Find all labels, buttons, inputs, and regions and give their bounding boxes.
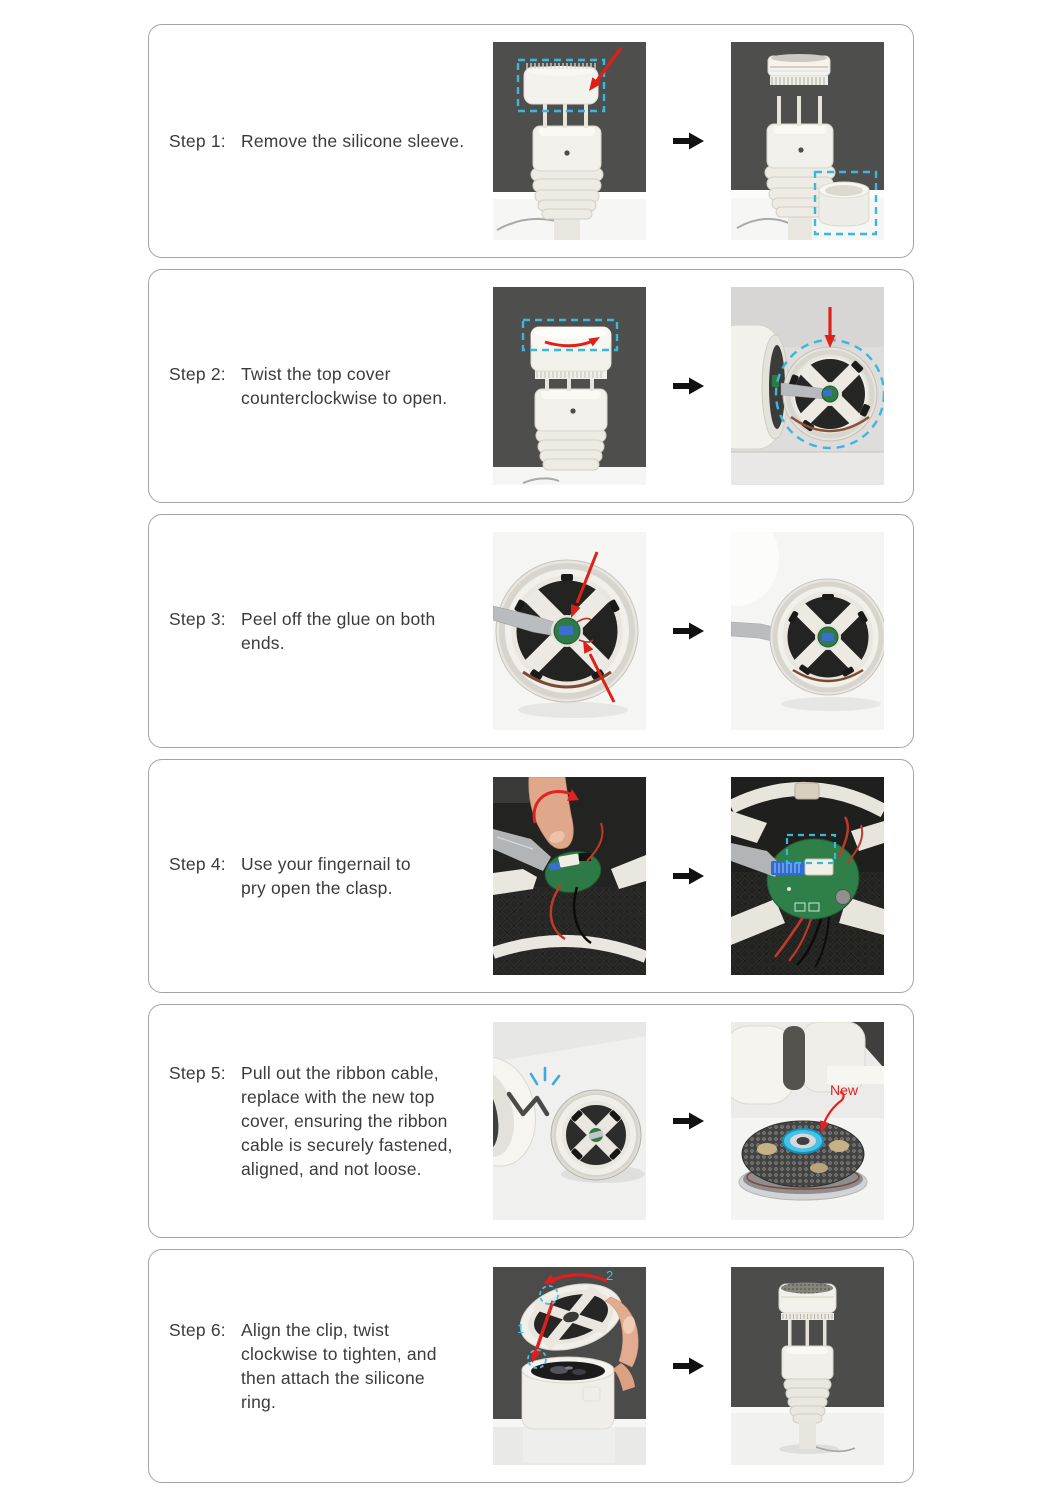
step-3-card xyxy=(148,514,914,748)
step-6-card xyxy=(148,1249,914,1483)
step-5-label: Step 5: xyxy=(169,1063,226,1083)
step-6-label: Step 6: xyxy=(169,1320,226,1340)
step-3-instruction: Peel off the glue on both ends. xyxy=(241,609,436,653)
new-label: New xyxy=(830,1082,859,1098)
arrow-right-icon xyxy=(673,378,704,395)
step-4-card xyxy=(148,759,914,993)
step-3-text xyxy=(169,607,435,655)
step-3-after-photo xyxy=(731,532,884,730)
marker-2: 2 xyxy=(606,1268,614,1283)
step-2-before-photo xyxy=(493,287,646,485)
top-cover-flat xyxy=(551,1090,641,1180)
step-4-before-photo xyxy=(493,777,646,975)
step-2-card xyxy=(148,269,914,503)
step-4-label: Step 4: xyxy=(169,854,226,874)
step-5-after-photo xyxy=(731,1022,884,1220)
new-top-cover-device xyxy=(739,1121,867,1200)
step-5-instruction: Pull out the ribbon cable, replace with the new top cover, ensuring the ribbon cable is securely fastened, aligned, and not loose. xyxy=(241,1063,453,1179)
arrow-right-icon xyxy=(673,1358,704,1375)
step-4-after-photo xyxy=(731,777,884,975)
steps-list xyxy=(148,24,914,1483)
step-5-card xyxy=(148,1004,914,1238)
step-6-before-photo xyxy=(493,1267,646,1465)
fpc-connector xyxy=(805,859,833,875)
step-6-text xyxy=(169,1318,437,1414)
step-5-before-photo xyxy=(493,1022,646,1220)
step-4-text xyxy=(169,852,411,900)
step-1-text xyxy=(169,129,464,153)
device-body xyxy=(731,325,788,449)
step-3-label: Step 3: xyxy=(169,609,226,629)
marker-1: 1 xyxy=(517,1321,525,1336)
step-2-label: Step 2: xyxy=(169,364,226,384)
cover-inside xyxy=(770,579,884,695)
step-5-text xyxy=(169,1061,453,1181)
step-1-instruction: Remove the silicone sleeve. xyxy=(241,131,465,151)
step-6-instruction: Align the clip, twist clockwise to tighten, and then attach the silicone ring. xyxy=(241,1320,437,1412)
clip-tab xyxy=(795,783,819,799)
step-1-before-photo xyxy=(493,42,646,240)
step-2-text xyxy=(169,362,447,410)
step-3-before-photo xyxy=(493,532,646,730)
arrow-right-icon xyxy=(673,868,704,885)
step-1-label: Step 1: xyxy=(169,131,226,151)
arrow-right-icon xyxy=(673,133,704,150)
step-2-after-photo xyxy=(731,287,884,485)
arrow-right-icon xyxy=(673,623,704,640)
step-2-instruction: Twist the top cover counterclockwise to open. xyxy=(241,364,448,408)
step-1-after-photo xyxy=(731,42,884,240)
step-4-instruction: Use your fingernail to pry open the clasp. xyxy=(241,854,411,898)
silicone-sleeve-removed xyxy=(819,182,869,226)
step-6-after-photo xyxy=(731,1267,884,1465)
step-1-card xyxy=(148,24,914,258)
arrow-right-icon xyxy=(673,1113,704,1130)
